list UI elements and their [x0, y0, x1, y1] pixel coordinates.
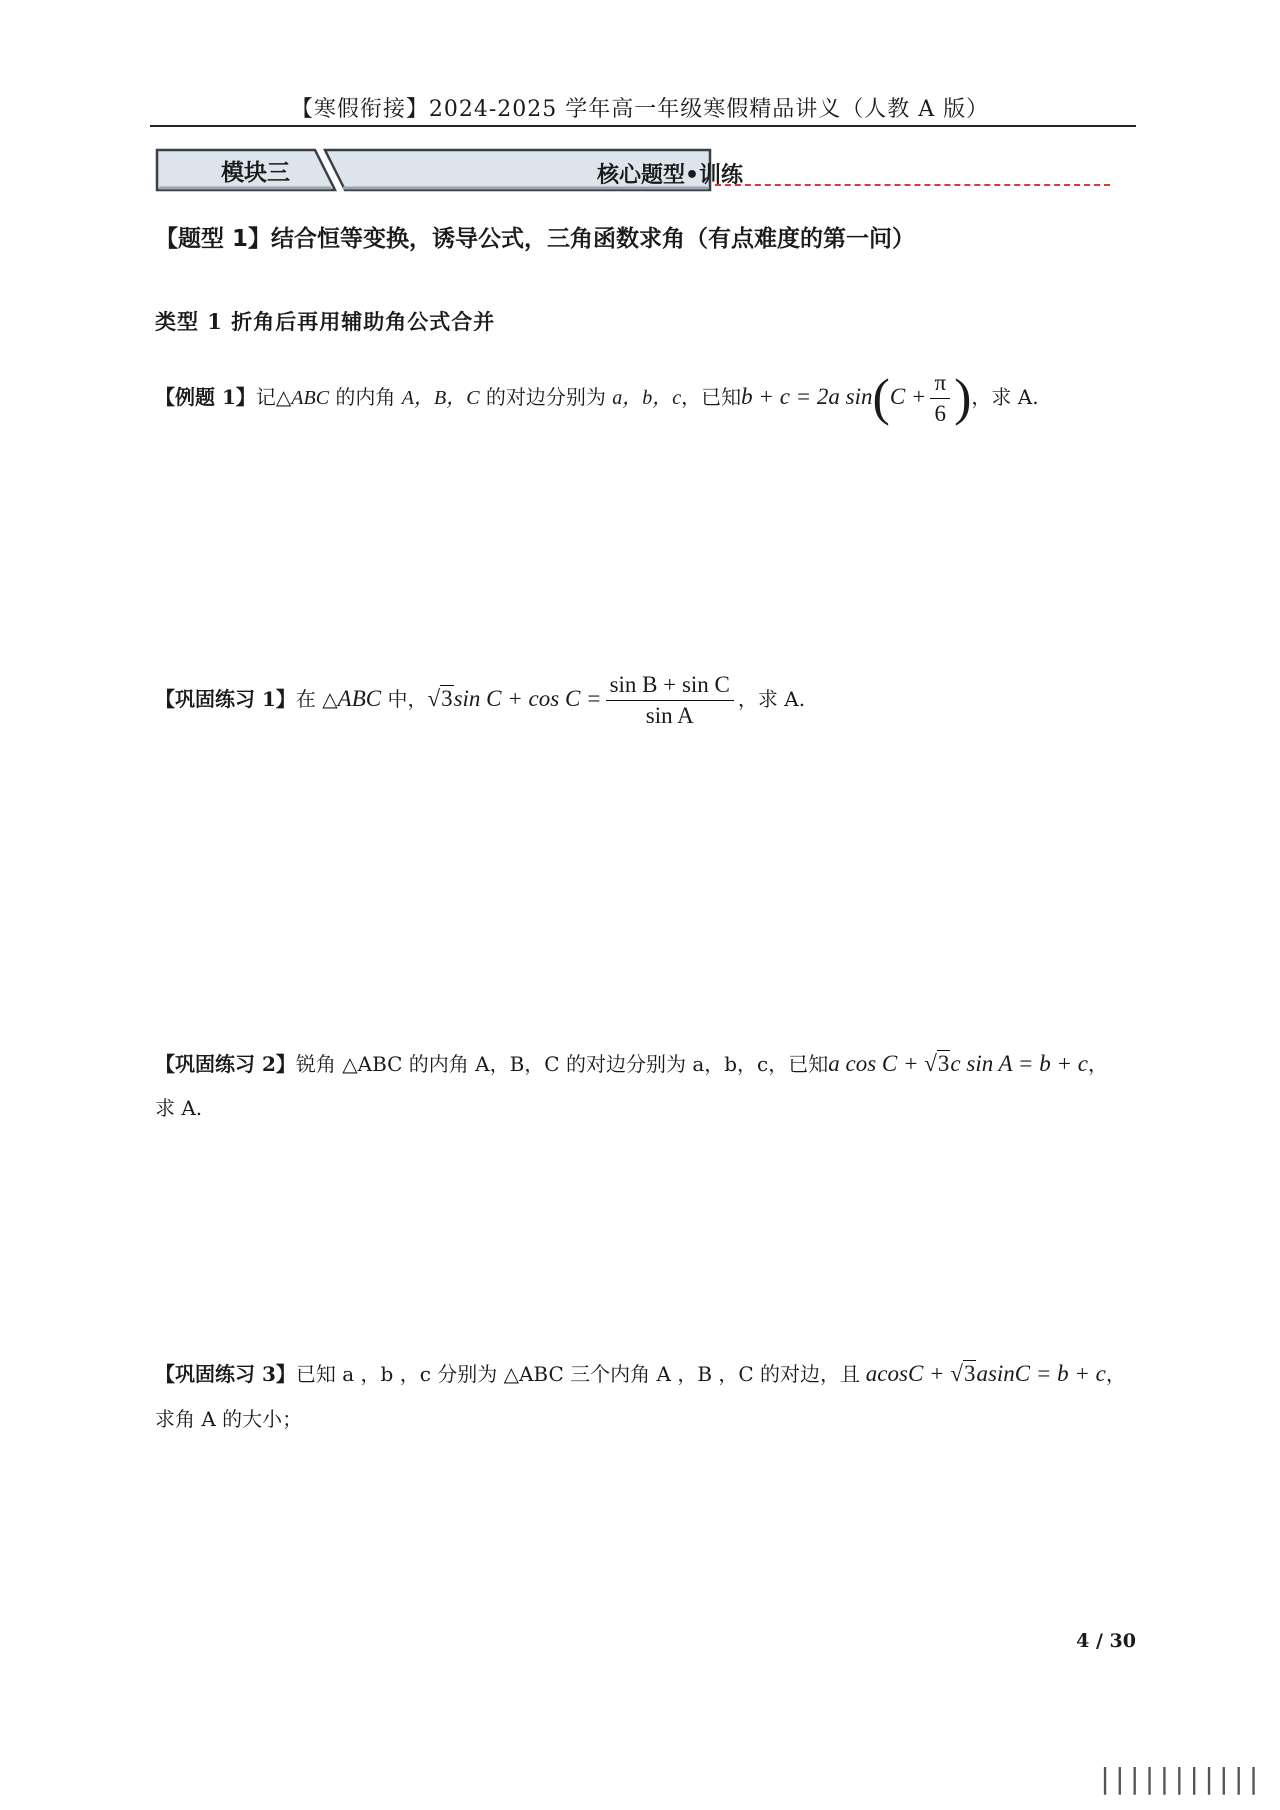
practice-1-triangle: ABC — [337, 685, 382, 711]
example-1-vars: A，B，C — [401, 386, 480, 409]
example-1-text-c: 的对边分别为 — [479, 384, 613, 409]
banner-dashed-rule — [715, 184, 1110, 186]
example-1-equation: b + c = 2a sin(C + $\frac{\pi}{6}$ ) — [741, 369, 972, 427]
example-1-sides: a，b，c — [612, 386, 682, 409]
practice-2-equation: a cos C + √3c sin A = b + c — [828, 1051, 1088, 1076]
header-divider — [150, 125, 1136, 127]
example-1 — [155, 370, 1039, 427]
practice-1-text-b: 中， — [381, 686, 428, 711]
module-banner — [155, 148, 744, 192]
practice-3: 【巩固练习 3】已知 a ，b ，c 分别为 △ABC 三个内角 A ，B ，C 的对边，且 acosC + √3asinC = b + c， — [155, 1361, 1126, 1386]
example-1-end: ，求 A. — [971, 384, 1039, 409]
practice-2: 【巩固练习 2】锐角 △ABC 的内角 A，B，C 的对边分别为 a，b，c，已知a cos C + √3c sin A = b + c， — [155, 1051, 1108, 1076]
practice-3-line2: 求角 A 的大小； — [155, 1407, 303, 1431]
practice-1 — [155, 672, 805, 729]
section-label: 核心题型•训练 — [597, 163, 744, 188]
practice-1-tag: 【巩固练习 1】 — [155, 686, 296, 711]
module-label: 模块三 — [221, 160, 290, 186]
example-1-triangle: ABC — [291, 386, 330, 409]
practice-2-line2: 求 A. — [155, 1096, 203, 1120]
type-title: 类型 1 折角后再用辅助角公式合并 — [155, 309, 496, 334]
practice-3-equation: acosC + √3asinC = b + c — [860, 1361, 1106, 1386]
practice-1-end: ，求 A. — [737, 686, 806, 711]
example-1-text-a: 记△ — [255, 384, 292, 409]
practice-1-text-a: 在 △ — [295, 686, 338, 711]
example-1-text-b: 的内角 — [329, 384, 402, 409]
practice-2-line1: 锐角 △ABC 的内角 A，B，C 的对边分别为 a，b，c，已知 — [295, 1052, 829, 1076]
practice-1-fraction: $\frac{\text{sin B + sin C}}{\text{sin A}}$ — [606, 672, 734, 729]
example-1-text-d: ，已知 — [681, 384, 742, 409]
practice-2-tag: 【巩固练习 2】 — [155, 1052, 296, 1076]
document-header-title: 【寒假衔接】2024-2025 学年高一年级寒假精品讲义（人教 A 版） — [290, 97, 990, 122]
section-title: 【题型 1】结合恒等变换，诱导公式，三角函数求角（有点难度的第一问） — [155, 226, 916, 252]
practice-1-equation: √3sin C + cos C = $\frac{\text{sin B + sin C}}{\text{sin A}}$ — [427, 686, 737, 711]
practice-3-tag: 【巩固练习 3】 — [155, 1362, 296, 1386]
page-number: 4 / 30 — [1076, 1630, 1136, 1652]
watermark-bars: ||||||||||| — [1096, 1762, 1260, 1795]
practice-3-line1: 已知 a ，b ，c 分别为 △ABC 三个内角 A ，B ，C 的对边，且 — [295, 1362, 861, 1386]
example-1-tag: 【例题 1】 — [155, 384, 256, 409]
example-1-fraction: $\frac{\pi}{6}$ — [930, 370, 950, 427]
